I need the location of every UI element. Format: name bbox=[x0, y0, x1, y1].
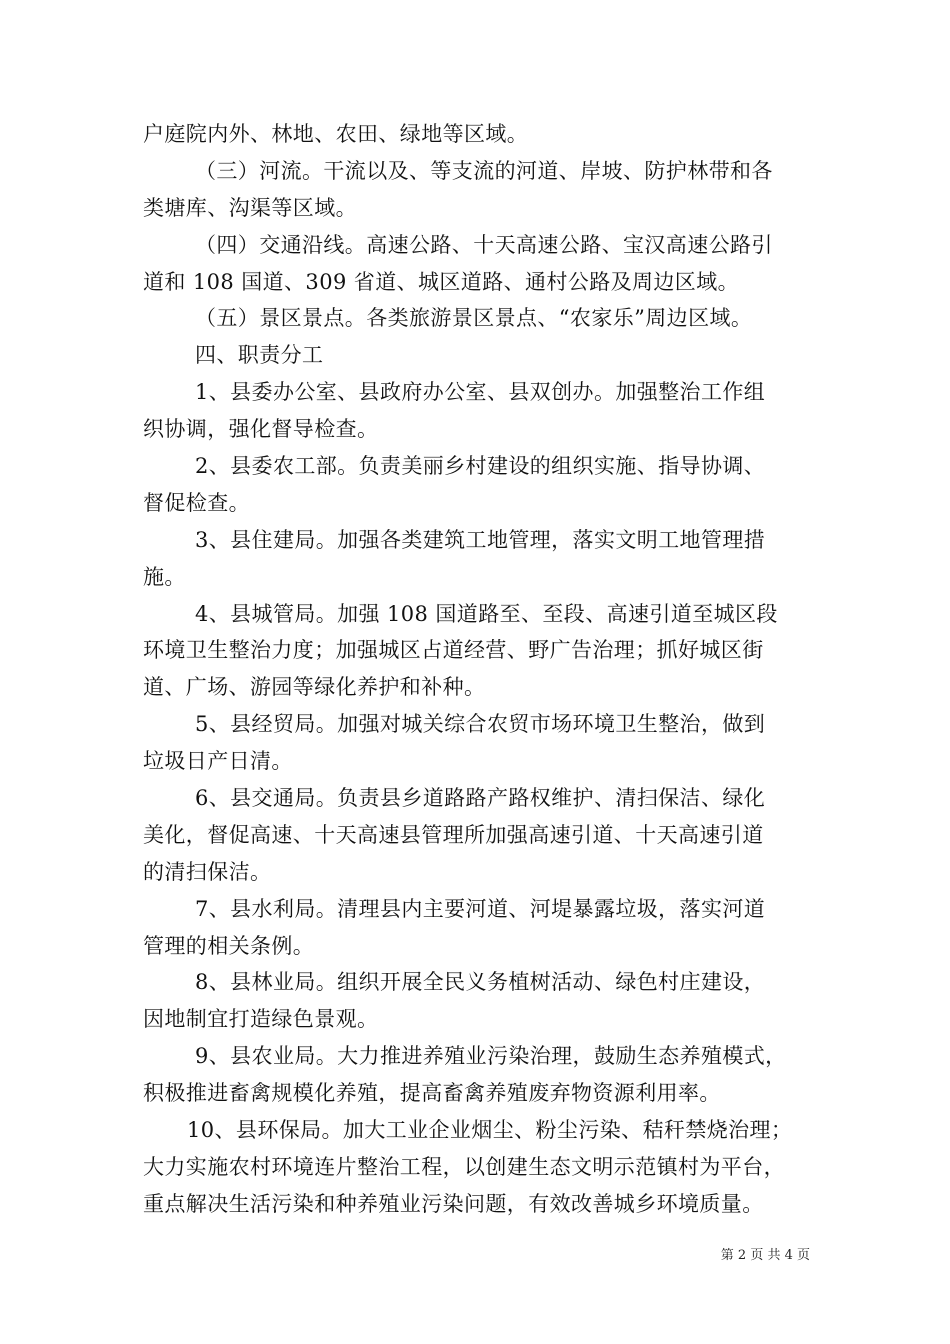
text-line: 督促检查。 bbox=[143, 490, 250, 515]
text-line: 6、县交通局。负责县乡道路路产路权维护、清扫保洁、绿化 bbox=[195, 786, 766, 811]
text-line: 8、县林业局。组织开展全民义务植树活动、绿色村庄建设， bbox=[195, 970, 766, 995]
text-line: 2、县委农工部。负责美丽乡村建设的组织实施、指导协调、 bbox=[195, 454, 766, 479]
text-line: 1、县委办公室、县政府办公室、县双创办。加强整治工作组 bbox=[195, 380, 766, 405]
page-number: 第 2 页 共 4 页 bbox=[720, 1248, 810, 1263]
text-line: 积极推进畜禽规模化养殖，提高畜禽养殖废弃物资源利用率。 bbox=[143, 1081, 721, 1106]
text-line: 7、县水利局。清理县内主要河道、河堤暴露垃圾，落实河道 bbox=[195, 896, 766, 921]
text-line: 10、县环保局。加大工业企业烟尘、粉尘污染、秸秆禁烧治理； bbox=[187, 1118, 793, 1143]
text-line: 道和 108 国道、309 省道、城区道路、通村公路及周边区域。 bbox=[143, 269, 739, 294]
text-line: 类塘库、沟渠等区域。 bbox=[143, 195, 357, 220]
text-line: 施。 bbox=[143, 564, 186, 589]
text-line: 5、县经贸局。加强对城关综合农贸市场环境卫生整治，做到 bbox=[195, 712, 766, 737]
text-line: 重点解决生活污染和种养殖业污染问题，有效改善城乡环境质量。 bbox=[143, 1191, 764, 1216]
text-line: 美化，督促高速、十天高速县管理所加强高速引道、十天高速引道 bbox=[143, 822, 764, 847]
text-line: 户庭院内外、林地、农田、绿地等区域。 bbox=[143, 122, 529, 146]
text-line: 9、县农业局。大力推进养殖业污染治理，鼓励生态养殖模式， bbox=[195, 1044, 787, 1069]
text-line: 织协调，强化督导检查。 bbox=[143, 417, 379, 442]
text-line: 3、县住建局。加强各类建筑工地管理，落实文明工地管理措 bbox=[195, 527, 766, 552]
text-line: 因地制宜打造绿色景观。 bbox=[143, 1007, 379, 1032]
text-line: （三）河流。干流以及、等支流的河道、岸坡、防护林带和各 bbox=[195, 158, 773, 183]
section-heading: 四、职责分工 bbox=[195, 343, 324, 368]
text-line: 管理的相关条例。 bbox=[143, 933, 315, 958]
text-line: 垃圾日产日清。 bbox=[143, 749, 293, 774]
text-line: （五）景区景点。各类旅游景区景点、“农家乐”周边区域。 bbox=[195, 306, 753, 331]
text-line: 环境卫生整治力度；加强城区占道经营、野广告治理；抓好城区街 bbox=[143, 638, 764, 663]
text-line: 的清扫保洁。 bbox=[143, 859, 272, 884]
text-line: 大力实施农村环境连片整治工程，以创建生态文明示范镇村为平台， bbox=[143, 1154, 785, 1179]
text-line: （四）交通沿线。高速公路、十天高速公路、宝汉高速公路引 bbox=[195, 232, 773, 257]
document-body bbox=[143, 116, 813, 1223]
text-line: 道、广场、游园等绿化养护和补种。 bbox=[143, 675, 486, 700]
text-line: 4、县城管局。加强 108 国道路至、至段、高速引道至城区段 bbox=[195, 601, 778, 626]
